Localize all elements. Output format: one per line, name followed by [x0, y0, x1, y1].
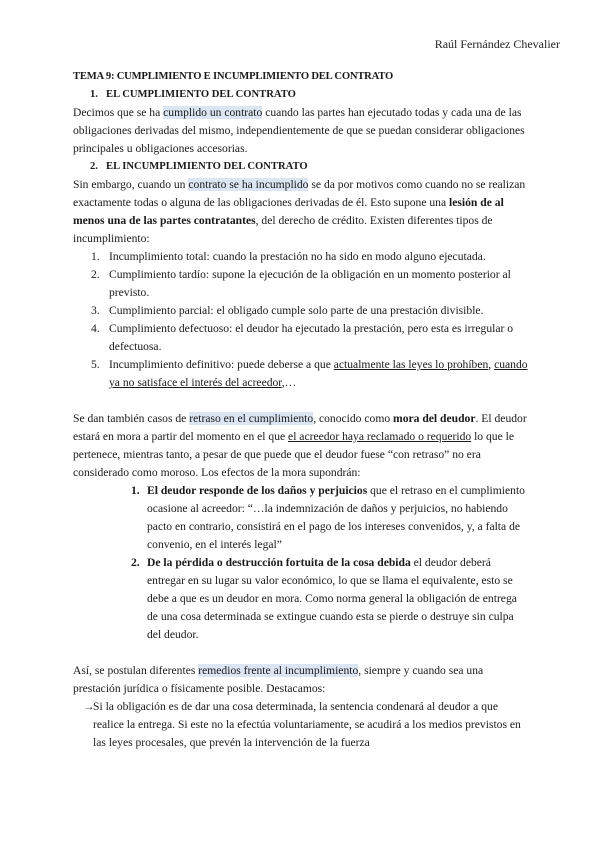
item-desc: cuando la prestación no ha sido en modo alguno ejecutada.	[212, 250, 486, 263]
highlight: cumplido un contrato	[163, 106, 263, 119]
item-label: Incumplimiento total:	[109, 250, 210, 263]
text-run: Decimos que se ha	[73, 106, 164, 119]
text-run: , conocido como	[313, 412, 394, 425]
highlight: remedios frente al incumplimiento	[198, 664, 359, 677]
list-number: 3.	[91, 304, 100, 317]
text-run: , del derecho de crédito. Existen diferentes tipos de incumplimiento:	[73, 214, 493, 245]
arrow-icon: →	[83, 700, 95, 713]
document-title: TEMA 9: CUMPLIMIENTO E INCUMPLIMIENTO DEL CONTRATO	[73, 71, 394, 82]
text-run: cuando las partes han ejecutado todas y cada una de las obligaciones derivadas del mismo, independientemente de que se puedan considerar obligaciones principales u obligaciones accesorias.	[73, 106, 525, 155]
text-run: lo que le pertenece, mientras tanto, a pesar de que puede que el deudor fuese “con retraso” no era considerado como moroso. Los efectos de la mora supondrán:	[73, 430, 515, 479]
list-item	[73, 302, 529, 320]
section-2-number: 2.	[90, 161, 98, 172]
text-run: Sin embargo, cuando un	[73, 178, 189, 191]
bold-text: De la pérdida o destrucción fortuita de la cosa debida	[147, 556, 411, 569]
remedy-item	[73, 698, 529, 752]
section-2-title: EL INCUMPLIMIENTO DEL CONTRATO	[106, 161, 308, 172]
item-label: Cumplimiento defectuoso:	[109, 322, 233, 335]
list-number: 2.	[91, 268, 100, 281]
text-run: , siempre y cuando sea una prestación jurídica o físicamente posible. Destacamos:	[73, 664, 484, 695]
section-2-paragraph	[73, 176, 529, 248]
item-label: Cumplimiento parcial:	[109, 304, 214, 317]
effect-number: 1.	[131, 484, 140, 497]
mora-paragraph	[73, 410, 529, 482]
underlined-text: actualmente las leyes lo prohíben	[333, 358, 489, 371]
underlined-text: cuando ya no satisface el interés del acreedor	[109, 358, 528, 389]
highlight: retraso en el cumplimiento	[189, 412, 314, 425]
text-run: se da por motivos como cuando no se realizan exactamente todas o alguna de las obligaciones derivadas de él. Esto supone una	[73, 178, 526, 209]
text-run: Se dan también casos de	[73, 412, 190, 425]
effect-text: el deudor deberá entregar en su lugar su valor económico, lo que se llama el equivalente, esto se debe a que es un deudor en mora. Como norma general la obligación de entrega de una cosa determinada se extingue cuando esta se pierde o destruye sin culpa del deudor.	[147, 556, 517, 641]
underlined-text: el acreedor haya reclamado o requerido	[288, 430, 472, 443]
list-number: 4.	[91, 322, 100, 335]
item-desc: el deudor ha ejecutado la prestación, pero esta es irregular o defectuosa.	[109, 322, 514, 353]
section-1-number: 1.	[90, 89, 98, 100]
list-item	[73, 248, 529, 266]
section-1-paragraph	[73, 104, 529, 158]
section-1-title: EL CUMPLIMIENTO DEL CONTRATO	[106, 89, 296, 100]
item-label: Incumplimiento definitivo:	[109, 358, 235, 371]
item-desc: el obligado cumple solo parte de una prestación divisible.	[216, 304, 484, 317]
text-run: Así, se postulan diferentes	[73, 664, 199, 677]
text-run: . El deudor estará en mora a partir del momento en el que	[73, 412, 527, 443]
effect-item	[73, 482, 529, 554]
effect-item	[73, 554, 529, 644]
document-body	[73, 68, 529, 752]
section-1-heading	[73, 86, 529, 104]
list-number: 1.	[91, 250, 100, 263]
author-name: Raúl Fernández Chevalier	[434, 37, 560, 51]
bold-text: mora del deudor	[393, 412, 476, 425]
item-label: Cumplimiento tardío:	[109, 268, 210, 281]
list-number: 5.	[91, 358, 100, 371]
section-2-heading	[73, 158, 529, 176]
highlight: contrato se ha incumplido	[188, 178, 309, 191]
text-run: ,	[488, 358, 495, 371]
effect-number: 2.	[131, 556, 140, 569]
list-item	[73, 266, 529, 302]
text-run: ,…	[281, 376, 297, 389]
blank-line	[73, 392, 529, 410]
item-desc: supone la ejecución de la obligación en un momento posterior al previsto.	[109, 268, 511, 299]
remedy-text: Si la obligación es de dar una cosa determinada, la sentencia condenará al deudor a que realice la entrega. Si este no la efectúa voluntariamente, se acudirá a los medios previstos en las leyes procesales, que prevén la intervención de la fuerza	[93, 700, 521, 749]
bold-text: El deudor responde de los daños y perjuicios	[147, 484, 368, 497]
effect-text: que el retraso en el cumplimiento ocasione al acreedor: “…la indemnización de daños y perjuicios, no habiendo pacto en contrario, consistirá en el pago de los intereses convenidos, y, a falta de convenio, en el interés legal”	[147, 484, 525, 551]
remedies-paragraph	[73, 662, 529, 698]
item-desc: puede deberse a que	[237, 358, 334, 371]
list-item	[73, 356, 529, 392]
list-item	[73, 320, 529, 356]
bold-text: lesión de al menos una de las partes contratantes	[73, 196, 504, 227]
blank-line	[73, 644, 529, 662]
